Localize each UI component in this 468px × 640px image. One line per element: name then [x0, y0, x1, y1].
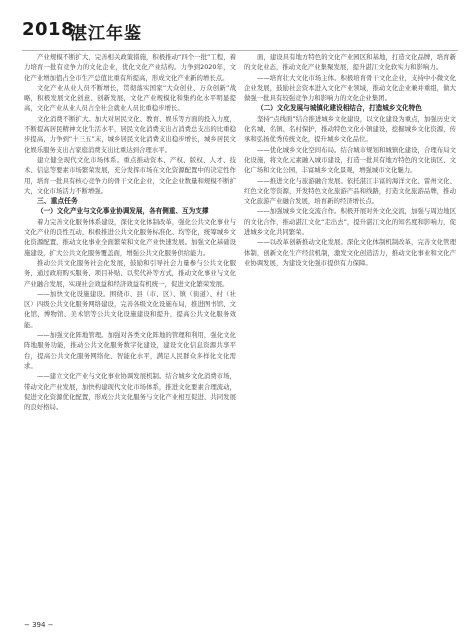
paragraph: 产业规模不断扩大，完善相关政策措施，积极推动“四个一批”工程，着力培育一批有竞争力的文化企业，优化文化产业结构。力争到2020年，文化产业增加值占全市生产总值比重有所提高，形成文化产业新的增长点。 — [24, 53, 236, 82]
section-heading: （二）文化发展与城镇化建设相结合，打造城乡文化特色 — [257, 104, 422, 113]
paragraph: 推动公共文化服务社会化发展，鼓励和引导社会力量参与公共文化服务，通过政府购买服务、项目补贴、以奖代补等方式，推动文化事业与文化产业融合发展，实现社会效益和经济效益有机统一，促进文化繁荣发展。 — [24, 258, 236, 288]
paragraph: 坚持“点线面”结合推进城乡文化建设，以文化建设为重点，加强历史文化名城、名镇、名村保护，推动特色文化小镇建设，挖掘城乡文化资源，传承和弘扬优秀传统文化，提升城乡文化品位。 — [244, 114, 456, 144]
paragraph: ——建立文化产业与文化事业协调发展机制。结合城乡文化消费市场，带动文化产业发展，加快构建现代文化市场体系，推进文化要素合理流动，促进文化资源优化配置，形成公共文化服务与文化产业相互促进、共同发展的良好格局。 — [24, 372, 236, 412]
paragraph: ——培育壮大文化市场主体。积极培育骨干文化企业，支持中小微文化企业发展，鼓励社会资本进入文化产业领域，推动文化企业兼并重组，做大做强一批具有较强竞争力和影响力的文化企业集团。 — [244, 73, 456, 103]
paragraph: 文化产业从业人员不断增长，贯彻落实国家“大众创业、万众创新”战略，积极发展文化创意、创新发展，文化产业规模化和集约化水平明显提高，文化产业从业人员占全社会就业人员比重稳步增长。 — [24, 83, 236, 113]
header-title: 湛江年鉴 — [70, 24, 142, 44]
paragraph: ——优化城乡文化空间布局。结合城市规划和城镇化建设，合理布局文化设施，将文化元素融入城市建设，打造一批具有地方特色的文化街区、文化广场和文化公园，丰富城乡文化景观，增强城市文化魅力。 — [244, 145, 456, 175]
paragraph: ——加强文化阵地管理。加强对各类文化阵地的管理和利用，强化文化阵地服务功能，推动公共文化服务数字化建设，建设文化信息资源共享平台，提高公共文化服务网络化、智能化水平，满足人民群众多样化文化需求。 — [24, 331, 236, 370]
paragraph: ——推进文化与旅游融合发展。依托湛江丰富的海洋文化、雷州文化、红色文化等资源，开发特色文化旅游产品和线路，打造文化旅游品牌，推动文化旅游产业融合发展，培育新的经济增长点。 — [244, 176, 456, 206]
right-column — [244, 52, 456, 268]
paragraph: 面，建设具有地方特色的文化产业园区和基地，打造文化品牌，培育新的文化业态，推动文化产业集聚发展，提升湛江文化软实力和影响力。 — [244, 53, 456, 72]
section-heading: 三、重点任务 — [37, 197, 78, 206]
paragraph: 文化消费不断扩大。加大对居民文化、教育、娱乐等方面的投入力度，不断提高居民精神文化生活水平，居民文化消费支出占消费总支出的比重稳步提高，力争到“十三五”末，城乡居民文化消费支出稳步增长，城乡居民文化娱乐服务支出占家庭消费支出比重达到合理水平。 — [24, 114, 236, 154]
header-rule — [22, 50, 458, 51]
paragraph: ——以改革创新推动文化发展。深化文化体制机制改革，完善文化管理体制，创新文化生产经营机制，激发文化创造活力，推动文化事业和文化产业协调发展，为建设文化强市提供有力保障。 — [244, 238, 456, 267]
page-number: − 394 − — [24, 621, 54, 629]
paragraph: 着力完善文化服务体系建设，深化文化体制改革，强化公共文化事业与文化产业的良性互动，积极推进公共文化服务标准化、均等化，统筹城乡文化资源配置，推动文化事业全面繁荣和文化产业快速发展。加强文化基础设施建设，扩大公共文化服务覆盖面，增强公共文化服务供给能力。 — [24, 217, 236, 257]
paragraph: ——加强城乡文化交流合作。积极开展对外文化交流，加强与周边地区的文化合作，推动湛江文化“走出去”，提升湛江文化的知名度和影响力，促进城乡文化共同繁荣。 — [244, 207, 456, 237]
paragraph: ——加快文化设施建设。围绕市、县（市、区）、镇（街道）、村（社区）四级公共文化服务网络建设，完善各级文化设施布局，推进图书馆、文化馆、博物馆、美术馆等公共文化设施建设和提升，提高公共文化服务效能。 — [24, 289, 236, 329]
paragraph: 建立健全现代文化市场体系。重点推动资本、产权、版权、人才、技术、信息等要素市场繁荣发展，充分发挥市场在文化资源配置中的决定性作用，培育一批具有核心竞争力的骨干文化企业，文化企业数量和规模不断扩大，文化市场活力不断增强。 — [24, 155, 236, 195]
section-heading: （一）文化产业与文化事业协调发展，各有侧重、互为支撑 — [37, 207, 209, 216]
header-year: 2018 — [22, 19, 75, 40]
running-header — [10, 14, 458, 44]
left-column — [24, 52, 236, 412]
